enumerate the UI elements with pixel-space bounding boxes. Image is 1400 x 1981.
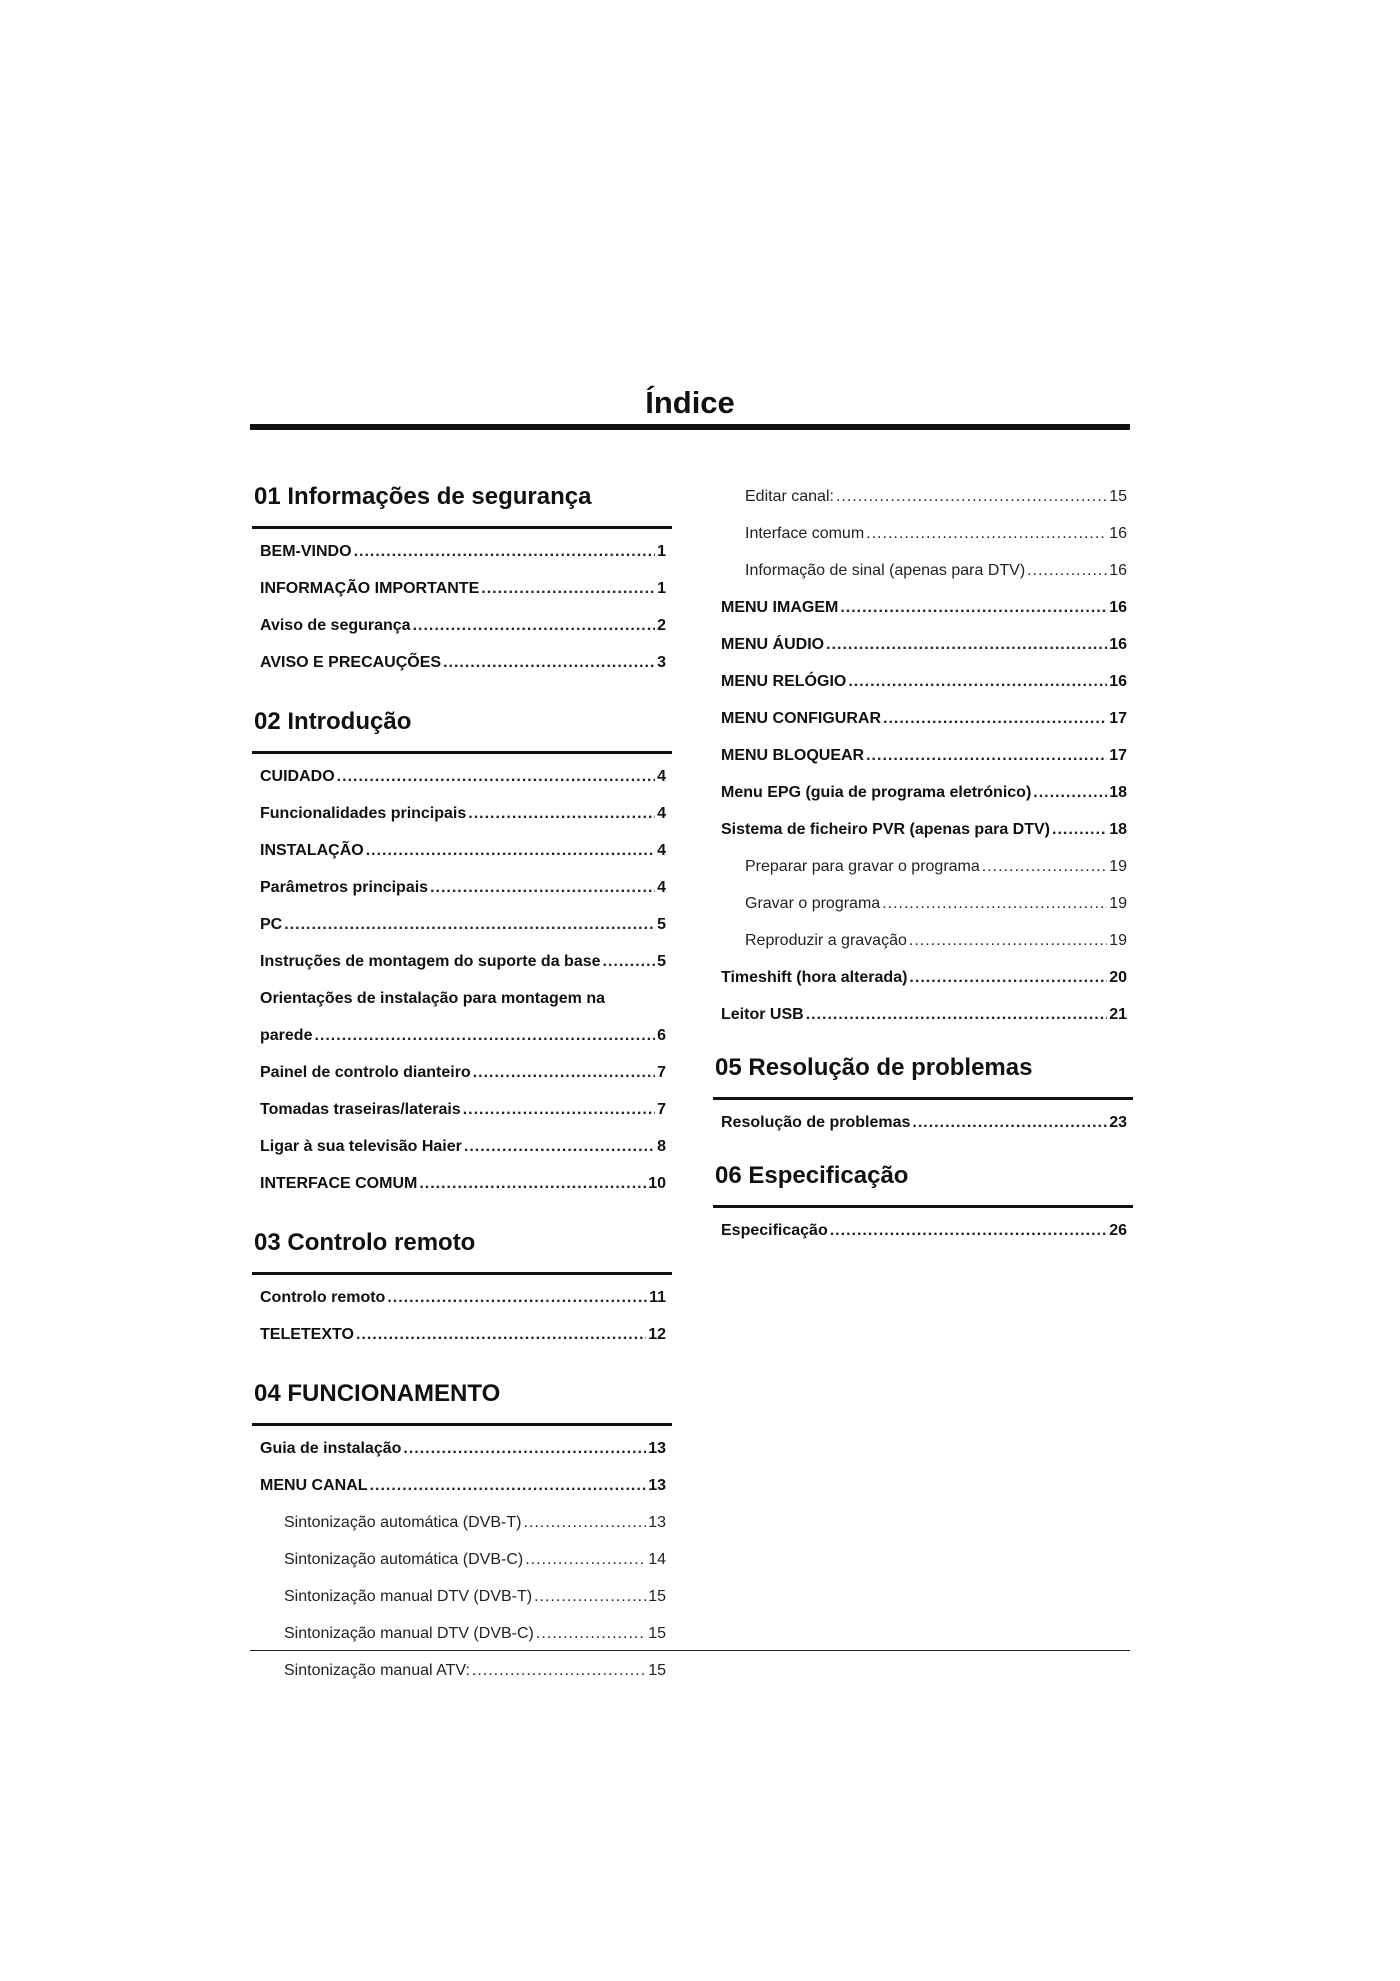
toc-entry-page: 4 bbox=[657, 768, 666, 785]
dot-leader bbox=[354, 533, 656, 570]
toc-entry-page: 5 bbox=[657, 953, 666, 970]
toc-entry[interactable] bbox=[252, 1504, 672, 1541]
toc-entry-page: 1 bbox=[657, 543, 666, 560]
toc-entry-page: 16 bbox=[1109, 525, 1127, 542]
toc-entry-label: Resolução de problemas bbox=[721, 1114, 911, 1131]
section-heading[interactable]: 01 Informações de segurança bbox=[254, 483, 592, 510]
dot-leader bbox=[430, 869, 655, 906]
toc-entry[interactable] bbox=[713, 1104, 1133, 1141]
title-rule bbox=[250, 424, 1130, 430]
toc-entry-label: CUIDADO bbox=[260, 768, 335, 785]
toc-entry[interactable] bbox=[252, 1165, 672, 1202]
toc-entry-page: 16 bbox=[1109, 673, 1127, 690]
toc-entry[interactable] bbox=[713, 774, 1133, 811]
toc-entry[interactable] bbox=[252, 1578, 672, 1615]
dot-leader bbox=[481, 570, 655, 607]
toc-entry-label: PC bbox=[260, 916, 283, 933]
dot-leader bbox=[525, 1541, 646, 1578]
toc-entry-label: MENU IMAGEM bbox=[721, 599, 839, 616]
toc-entry[interactable] bbox=[252, 1652, 672, 1689]
toc-entry-label: Menu EPG (guia de programa eletrónico) bbox=[721, 784, 1032, 801]
dot-leader bbox=[387, 1279, 647, 1316]
toc-entry-label: BEM-VINDO bbox=[260, 543, 352, 560]
toc-entry[interactable] bbox=[252, 1017, 672, 1054]
toc-entry-label: parede bbox=[260, 1027, 313, 1044]
toc-entry[interactable] bbox=[252, 1128, 672, 1165]
toc-entry[interactable] bbox=[252, 1054, 672, 1091]
toc-entry[interactable] bbox=[252, 607, 672, 644]
toc-entry-page: 19 bbox=[1109, 932, 1127, 949]
toc-entry-page: 21 bbox=[1109, 1006, 1127, 1023]
toc-entry-label: Funcionalidades principais bbox=[260, 805, 467, 822]
toc-entry-page: 2 bbox=[657, 617, 666, 634]
toc-entry-page: 5 bbox=[657, 916, 666, 933]
dot-leader bbox=[848, 663, 1107, 700]
toc-entry[interactable] bbox=[252, 1430, 672, 1467]
toc-entry-label: AVISO E PRECAUÇÕES bbox=[260, 654, 442, 671]
toc-entry-page: 4 bbox=[657, 879, 666, 896]
toc-entry-page: 12 bbox=[648, 1326, 666, 1343]
dot-leader bbox=[370, 1467, 647, 1504]
toc-entry[interactable] bbox=[713, 959, 1133, 996]
section-heading[interactable]: 04 FUNCIONAMENTO bbox=[254, 1380, 501, 1407]
section-rule bbox=[713, 1097, 1133, 1100]
toc-entry-page: 6 bbox=[657, 1027, 666, 1044]
toc-entry-page: 19 bbox=[1109, 858, 1127, 875]
toc-entry-label: Especificação bbox=[721, 1222, 828, 1239]
toc-entry-page: 10 bbox=[648, 1175, 666, 1192]
section-heading[interactable]: 03 Controlo remoto bbox=[254, 1229, 476, 1256]
dot-leader bbox=[826, 626, 1107, 663]
toc-entry-page: 26 bbox=[1109, 1222, 1127, 1239]
toc-entry[interactable] bbox=[713, 552, 1133, 589]
toc-entry-page: 1 bbox=[657, 580, 666, 597]
toc-entry[interactable] bbox=[252, 832, 672, 869]
toc-entry[interactable] bbox=[252, 906, 672, 943]
toc-entry-page: 13 bbox=[648, 1514, 666, 1531]
toc-entry-page: 15 bbox=[1109, 488, 1127, 505]
toc-entry-label: MENU BLOQUEAR bbox=[721, 747, 865, 764]
toc-section bbox=[252, 1365, 672, 1689]
toc-entry-page: 3 bbox=[657, 654, 666, 671]
toc-entry-label: INFORMAÇÃO IMPORTANTE bbox=[260, 580, 480, 597]
section-rule bbox=[252, 751, 672, 754]
toc-entry-page: 16 bbox=[1109, 636, 1127, 653]
toc-entry-page: 23 bbox=[1109, 1114, 1127, 1131]
toc-entry-label: Guia de instalação bbox=[260, 1440, 402, 1457]
dot-leader bbox=[909, 922, 1107, 959]
dot-leader bbox=[883, 700, 1107, 737]
toc-entry[interactable] bbox=[713, 589, 1133, 626]
dot-leader bbox=[1033, 774, 1107, 811]
toc-entry-label: Sistema de ficheiro PVR (apenas para DTV) bbox=[721, 821, 1050, 838]
dot-leader bbox=[866, 515, 1107, 552]
toc-entry[interactable] bbox=[252, 644, 672, 681]
toc-entry[interactable] bbox=[713, 478, 1133, 515]
toc-entry[interactable] bbox=[252, 1541, 672, 1578]
toc-entry-page: 15 bbox=[648, 1662, 666, 1679]
dot-leader bbox=[403, 1430, 646, 1467]
toc-entry[interactable] bbox=[713, 700, 1133, 737]
toc-entry[interactable] bbox=[713, 1212, 1133, 1249]
toc-entry-label: Instruções de montagem do suporte da base bbox=[260, 953, 601, 970]
toc-entry-label: Informação de sinal (apenas para DTV) bbox=[745, 562, 1026, 579]
section-heading[interactable]: 02 Introdução bbox=[254, 708, 412, 735]
toc-entry[interactable] bbox=[252, 533, 672, 570]
toc-entry-page: 16 bbox=[1109, 599, 1127, 616]
toc-section bbox=[713, 1147, 1133, 1249]
toc-section bbox=[252, 1214, 672, 1353]
toc-entry[interactable] bbox=[713, 663, 1133, 700]
dot-leader bbox=[413, 607, 656, 644]
toc-entry[interactable] bbox=[252, 869, 672, 906]
dot-leader bbox=[882, 885, 1107, 922]
dot-leader bbox=[1027, 552, 1107, 589]
section-heading[interactable]: 05 Resolução de problemas bbox=[715, 1054, 1033, 1081]
dot-leader bbox=[443, 644, 655, 681]
toc-entry-label: MENU ÁUDIO bbox=[721, 636, 825, 653]
toc-entry[interactable] bbox=[252, 795, 672, 832]
toc-entry-label: Sintonização manual DTV (DVB-C) bbox=[284, 1625, 534, 1642]
toc-entry-page: 7 bbox=[657, 1101, 666, 1118]
toc-entry-label: Timeshift (hora alterada) bbox=[721, 969, 908, 986]
dot-leader bbox=[366, 832, 655, 869]
toc-entry[interactable] bbox=[713, 515, 1133, 552]
dot-leader bbox=[806, 996, 1108, 1033]
toc-entry-page: 13 bbox=[648, 1477, 666, 1494]
toc-right-column bbox=[713, 478, 1133, 1249]
toc-entry-label: Ligar à sua televisão Haier bbox=[260, 1138, 462, 1155]
toc-entry-label: MENU RELÓGIO bbox=[721, 673, 847, 690]
dot-leader bbox=[534, 1578, 646, 1615]
toc-entry[interactable] bbox=[252, 1279, 672, 1316]
toc-entry[interactable] bbox=[252, 1467, 672, 1504]
toc-entry-page: 11 bbox=[649, 1289, 666, 1306]
toc-entry[interactable] bbox=[252, 758, 672, 795]
toc-entry-page: 18 bbox=[1109, 821, 1127, 838]
toc-entry[interactable] bbox=[713, 811, 1133, 848]
page-title: Índice bbox=[645, 385, 735, 420]
dot-leader bbox=[463, 1091, 655, 1128]
toc-entry[interactable] bbox=[713, 922, 1133, 959]
toc-section bbox=[252, 693, 672, 1202]
dot-leader bbox=[284, 906, 655, 943]
dot-leader bbox=[536, 1615, 646, 1652]
toc-entry-page: 7 bbox=[657, 1064, 666, 1081]
toc-entry-page: 8 bbox=[657, 1138, 666, 1155]
toc-left-column bbox=[252, 468, 672, 1689]
toc-section bbox=[713, 1039, 1133, 1141]
toc-entry-label: Painel de controlo dianteiro bbox=[260, 1064, 471, 1081]
dot-leader bbox=[912, 1104, 1107, 1141]
dot-leader bbox=[866, 737, 1107, 774]
dot-leader bbox=[836, 478, 1107, 515]
toc-entry[interactable] bbox=[252, 1316, 672, 1353]
dot-leader bbox=[523, 1504, 646, 1541]
dot-leader bbox=[982, 848, 1107, 885]
toc-entry-label: Reproduzir a gravação bbox=[745, 932, 907, 949]
dot-leader bbox=[472, 1652, 646, 1689]
toc-entry[interactable] bbox=[713, 737, 1133, 774]
dot-leader bbox=[830, 1212, 1107, 1249]
dot-leader bbox=[840, 589, 1107, 626]
section-rule bbox=[713, 1205, 1133, 1208]
toc-entry-page: 19 bbox=[1109, 895, 1127, 912]
toc-entry-label: Leitor USB bbox=[721, 1006, 804, 1023]
toc-entry-label: INSTALAÇÃO bbox=[260, 842, 364, 859]
toc-entry[interactable] bbox=[252, 980, 672, 1017]
section-rule bbox=[252, 526, 672, 529]
section-heading[interactable]: 06 Especificação bbox=[715, 1162, 909, 1189]
toc-entry-label: MENU CANAL bbox=[260, 1477, 368, 1494]
toc-entry-label: Sintonização manual DTV (DVB-T) bbox=[284, 1588, 533, 1605]
toc-entry-page: 18 bbox=[1109, 784, 1127, 801]
toc-entry-label: Tomadas traseiras/laterais bbox=[260, 1101, 461, 1118]
toc-section bbox=[252, 468, 672, 681]
section-rule bbox=[252, 1423, 672, 1426]
toc-entry-label: Preparar para gravar o programa bbox=[745, 858, 980, 875]
toc-entry-page: 4 bbox=[657, 842, 666, 859]
toc-entry-page: 15 bbox=[648, 1625, 666, 1642]
toc-entry[interactable] bbox=[713, 626, 1133, 663]
dot-leader bbox=[473, 1054, 655, 1091]
toc-entry-page: 4 bbox=[657, 805, 666, 822]
toc-entry-page: 20 bbox=[1109, 969, 1127, 986]
toc-entry-label: TELETEXTO bbox=[260, 1326, 354, 1343]
toc-entry-label: Orientações de instalação para montagem na bbox=[260, 990, 606, 1007]
dot-leader bbox=[464, 1128, 655, 1165]
toc-entry[interactable] bbox=[252, 1615, 672, 1652]
toc-entry[interactable] bbox=[713, 885, 1133, 922]
toc-entry-label: Sintonização automática (DVB-C) bbox=[284, 1551, 524, 1568]
dot-leader bbox=[337, 758, 655, 795]
toc-entry-label: Gravar o programa bbox=[745, 895, 881, 912]
toc-entry-label: Sintonização manual ATV: bbox=[284, 1662, 470, 1679]
toc-entry-label: Parâmetros principais bbox=[260, 879, 429, 896]
section-rule bbox=[252, 1272, 672, 1275]
dot-leader bbox=[909, 959, 1107, 996]
dot-leader bbox=[356, 1316, 646, 1353]
toc-entry-page: 16 bbox=[1109, 562, 1127, 579]
dot-leader bbox=[1052, 811, 1107, 848]
dot-leader bbox=[419, 1165, 646, 1202]
dot-leader bbox=[603, 943, 656, 980]
toc-entry-label: Interface comum bbox=[745, 525, 865, 542]
toc-entry[interactable] bbox=[713, 996, 1133, 1033]
toc-entry-page: 15 bbox=[648, 1588, 666, 1605]
toc-entry-label: Aviso de segurança bbox=[260, 617, 411, 634]
toc-entry-label: Editar canal: bbox=[745, 488, 834, 505]
toc-entry[interactable] bbox=[252, 1091, 672, 1128]
toc-entry-label: MENU CONFIGURAR bbox=[721, 710, 881, 727]
toc-entry-label: Controlo remoto bbox=[260, 1289, 386, 1306]
toc-entry-label: INTERFACE COMUM bbox=[260, 1175, 418, 1192]
toc-entry[interactable] bbox=[713, 848, 1133, 885]
dot-leader bbox=[314, 1017, 655, 1054]
toc-entry-page: 17 bbox=[1109, 710, 1127, 727]
bottom-rule bbox=[250, 1650, 1130, 1651]
toc-entry-page: 13 bbox=[648, 1440, 666, 1457]
toc-entry-page: 17 bbox=[1109, 747, 1127, 764]
dot-leader bbox=[468, 795, 655, 832]
toc-entry-page: 14 bbox=[648, 1551, 666, 1568]
toc-entry-label: Sintonização automática (DVB-T) bbox=[284, 1514, 522, 1531]
toc-entry[interactable] bbox=[252, 943, 672, 980]
toc-entry[interactable] bbox=[252, 570, 672, 607]
